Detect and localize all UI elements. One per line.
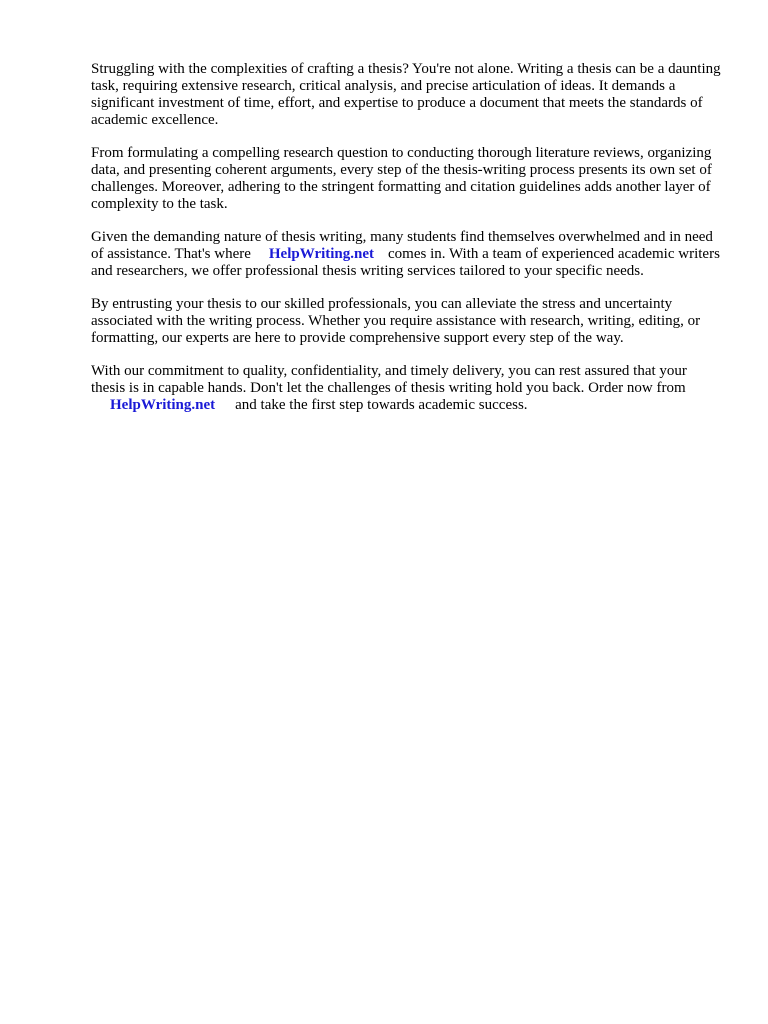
helpwriting-link[interactable]: HelpWriting.net (268, 246, 375, 262)
paragraph-assistance (91, 229, 724, 280)
paragraph-commitment (91, 363, 724, 414)
paragraph-assistance-after: comes in. With a team of experienced academic writers and researchers, we offer professional thesis writing services tailored to your specific needs. (91, 246, 720, 279)
paragraph-challenges: From formulating a compelling research question to conducting thorough literature reviews, organizing data, and presenting coherent arguments, every step of the thesis-writing process presents its own set of challenges. Moreover, adhering to the stringent formatting and citation guidelines adds another layer of complexity to the task. (91, 145, 712, 212)
paragraph-assistance-before: Given the demanding nature of thesis writing, many students find themselves overwhelmed and in need of assistance. That's where (91, 229, 713, 262)
helpwriting-link-order[interactable]: HelpWriting.net (110, 397, 216, 413)
paragraph-commitment-after: and take the first step towards academic success. (235, 397, 528, 413)
paragraph-commitment-before: With our commitment to quality, confidentiality, and timely delivery, you can rest assured that your thesis is in capable hands. Don't let the challenges of thesis writing hold you back. Order now from (91, 363, 687, 396)
paragraph-entrusting: By entrusting your thesis to our skilled professionals, you can alleviate the stress and uncertainty associated with the writing process. Whether you require assistance with research, writing, editing, or formatting, our experts are here to provide comprehensive support every step of the way. (91, 296, 701, 346)
paragraph-intro: Struggling with the complexities of crafting a thesis? You're not alone. Writing a thesis can be a daunting task, requiring extensive research, critical analysis, and precise articulation of ideas. It demands a significant investment of time, effort, and expertise to produce a document that meets the standards of academic excellence. (91, 61, 721, 128)
